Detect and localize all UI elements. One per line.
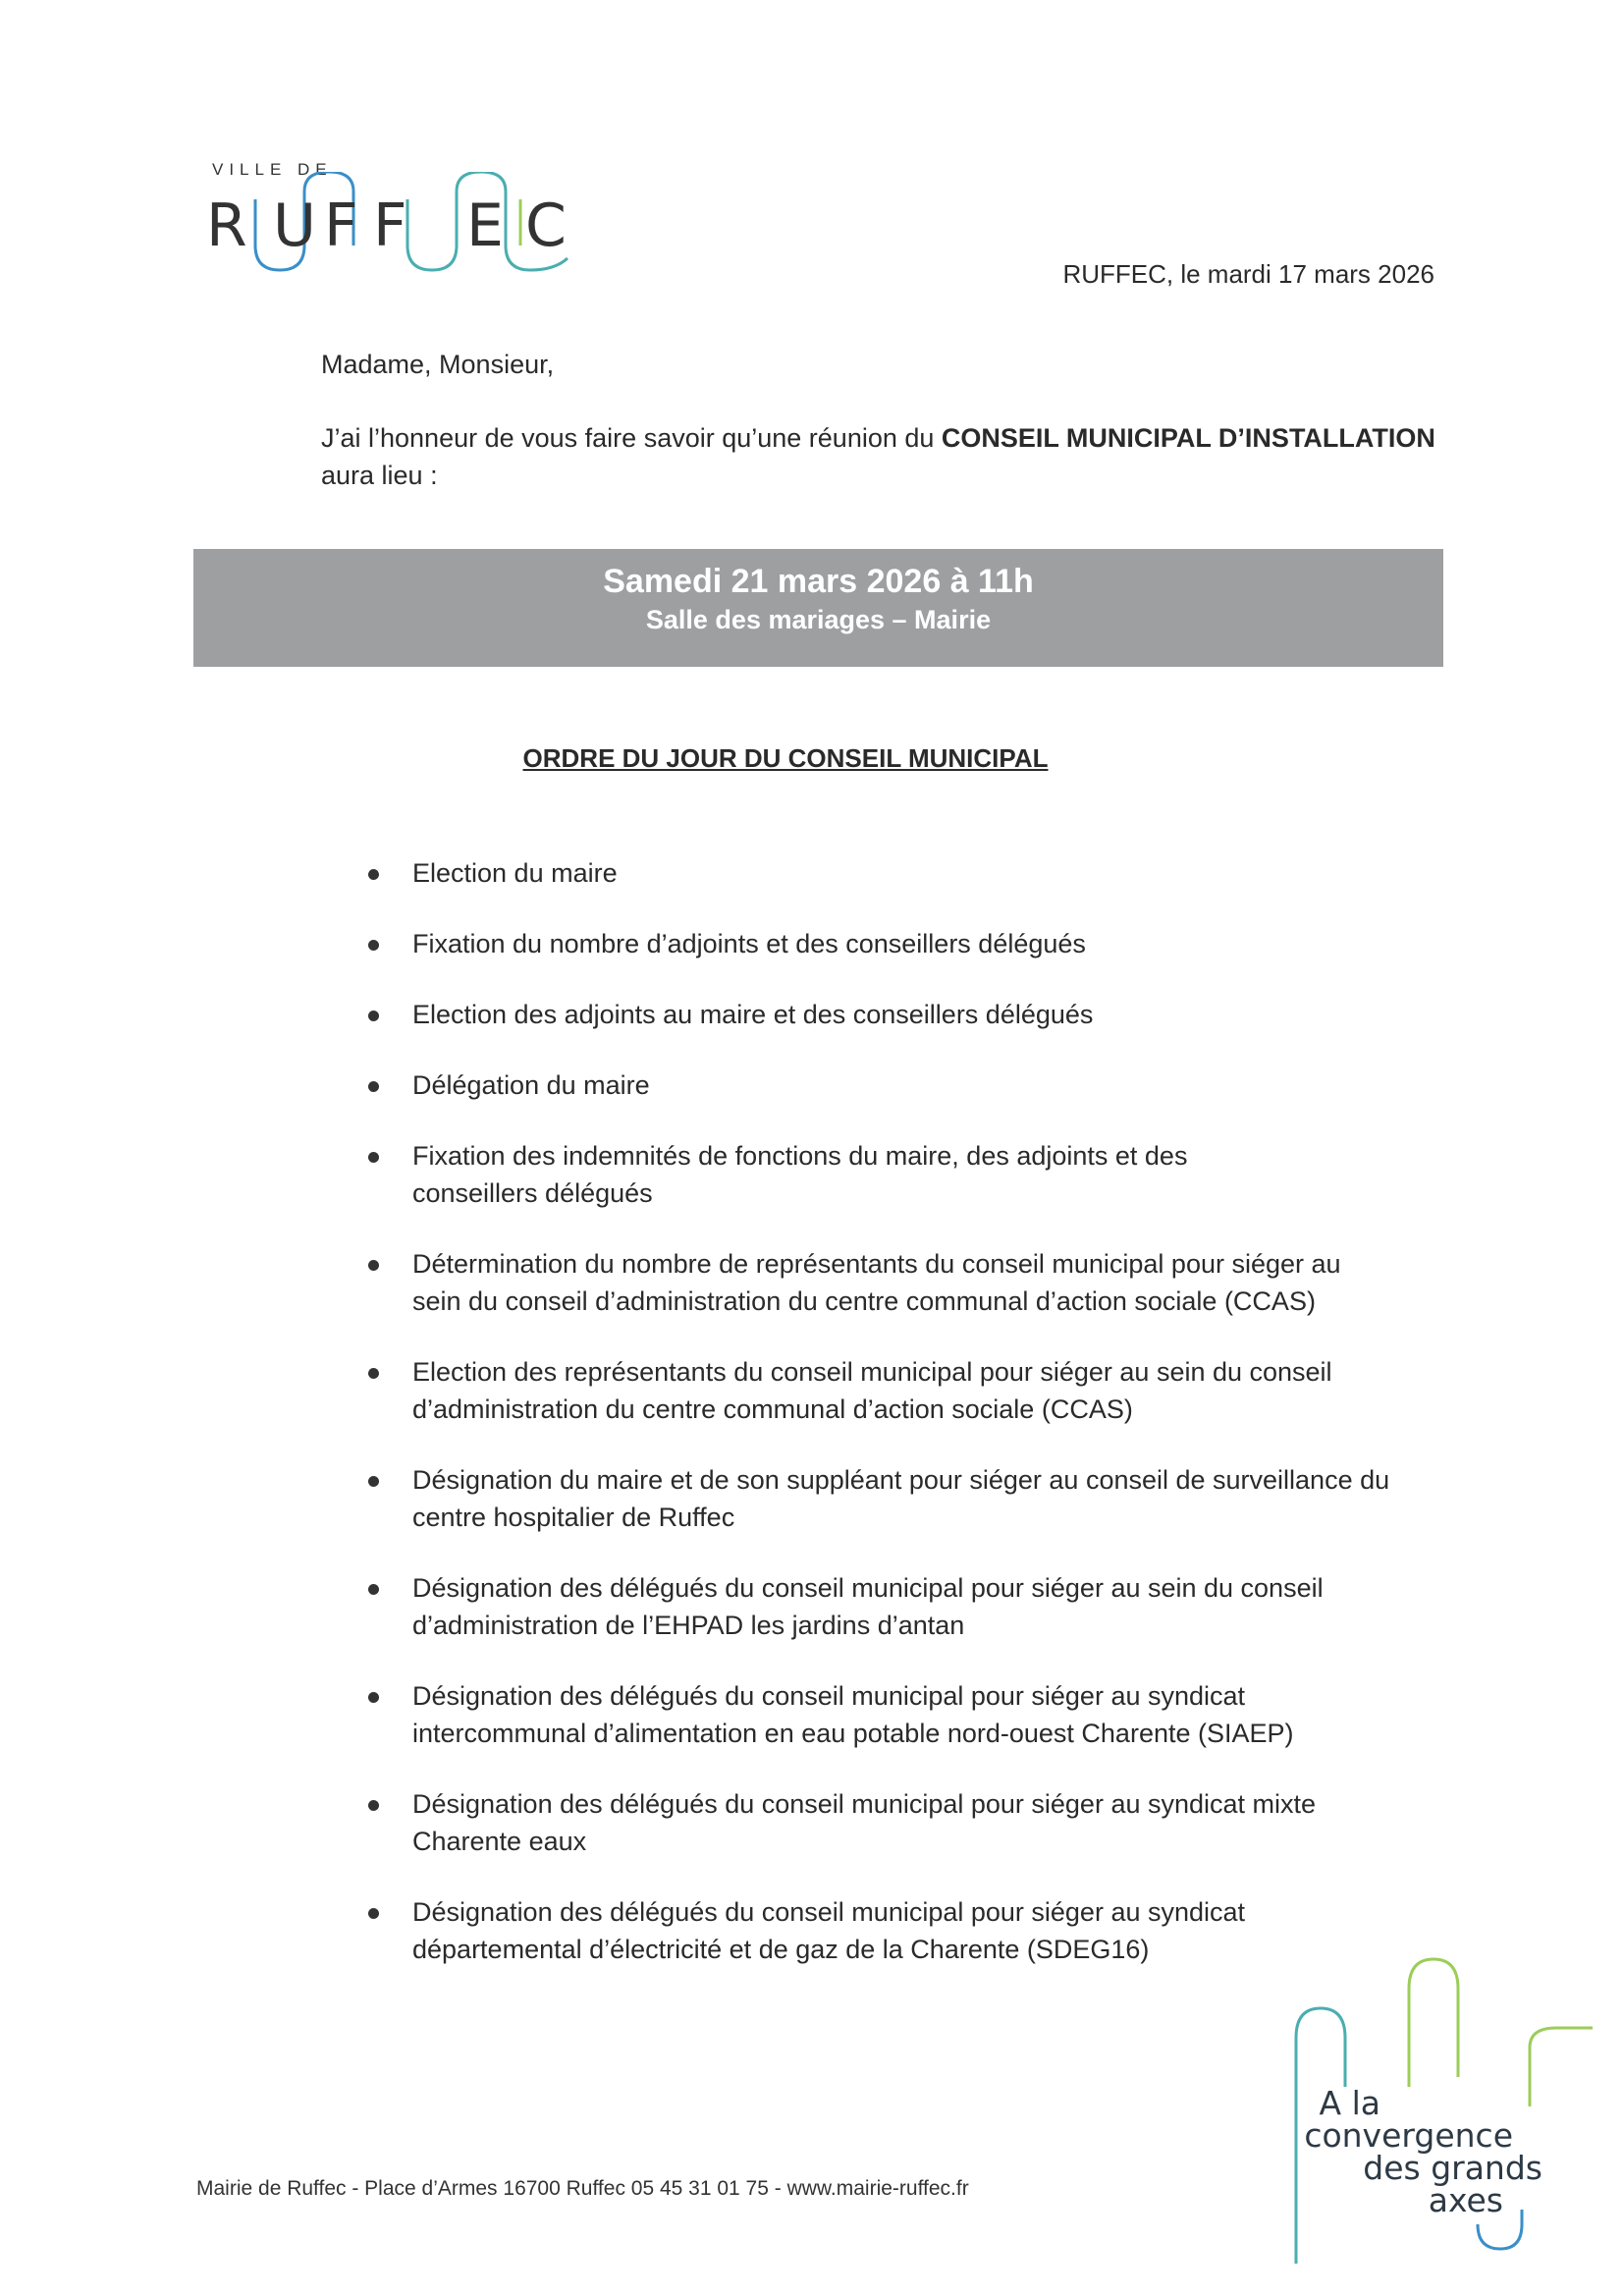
greeting: Madame, Monsieur, [321,350,555,379]
agenda-item-line: Election des adjoints au maire et des conseillers délégués [412,1000,1094,1029]
agenda-item [361,1785,1451,1860]
bullet-icon [368,1152,379,1163]
logo-letter-f1: F [324,191,358,260]
intro-bold: CONSEIL MUNICIPAL D’INSTALLATION [941,423,1435,453]
ruffec-logo [196,142,609,270]
agenda-item-line: d’administration de l’EHPAD les jardins d’antan [412,1611,965,1640]
bullet-icon [368,1692,379,1703]
agenda-item-line: Délégation du maire [412,1070,650,1100]
agenda-list [361,854,1451,1968]
logo-letter-r: R [206,191,247,260]
agenda-item-line: Désignation des délégués du conseil municipal pour siéger au syndicat [412,1681,1246,1711]
agenda-item [361,1353,1451,1428]
intro-text-before: J’ai l’honneur de vous faire savoir qu’une réunion du [321,423,942,453]
agenda-item [361,1245,1451,1320]
bullet-icon [368,1081,379,1092]
agenda-item [361,996,1451,1033]
agenda-item-line: Désignation des délégués du conseil municipal pour siéger au syndicat [412,1897,1246,1927]
meeting-location: Salle des mariages – Mairie [645,605,992,634]
logo-prefix: VILLE DE [212,160,333,179]
intro-paragraph [321,419,1440,494]
bullet-icon [368,869,379,880]
agenda-item [361,1137,1451,1212]
agenda-title: ORDRE DU JOUR DU CONSEIL MUNICIPAL [522,743,1049,773]
agenda-item-line: Désignation des délégués du conseil municipal pour siéger au sein du conseil [412,1573,1324,1603]
bullet-icon [368,1908,379,1919]
agenda-item [361,854,1451,892]
agenda-item-line: Election des représentants du conseil municipal pour siéger au sein du conseil [412,1357,1332,1387]
agenda-item-line: centre hospitalier de Ruffec [412,1503,735,1532]
bullet-icon [368,1368,379,1379]
agenda-item-line: sein du conseil d’administration du centre communal d’action sociale (CCAS) [412,1286,1316,1316]
logo-letter-e: E [466,191,504,260]
slogan-arc-green [1409,1959,1458,2087]
slogan [1304,2084,1542,2219]
date-line: RUFFEC, le mardi 17 mars 2026 [1062,259,1434,289]
slogan-line: convergence [1304,2116,1513,2155]
agenda-item [361,1569,1451,1644]
agenda-item-line: Fixation des indemnités de fonctions du maire, des adjoints et des [412,1141,1188,1171]
agenda-item-line: Election du maire [412,858,618,888]
slogan-line: A la [1319,2084,1380,2122]
meeting-banner [193,549,1443,667]
slogan-line: axes [1428,2181,1503,2219]
slogan-line: des grands [1363,2149,1542,2187]
agenda-item [361,1066,1451,1104]
logo-letter-u: U [273,191,316,260]
agenda-item-line: conseillers délégués [412,1178,653,1208]
bullet-icon [368,1584,379,1595]
agenda-item-line: Désignation du maire et de son suppléant pour siéger au conseil de surveillance du [412,1465,1390,1495]
footer-address: Mairie de Ruffec - Place d’Armes 16700 Ruffec 05 45 31 01 75 - www.mairie-ruffec.fr [196,2177,969,2200]
bullet-icon [368,1011,379,1021]
bullet-icon [368,1260,379,1271]
agenda-item [361,925,1451,962]
agenda-item-line: Désignation des délégués du conseil municipal pour siéger au syndicat mixte [412,1789,1317,1819]
agenda-item-line: départemental d’électricité et de gaz de la Charente (SDEG16) [412,1935,1150,1964]
intro-text-after: aura lieu : [321,461,438,490]
agenda-item [361,1461,1451,1536]
agenda-item-line: intercommunal d’alimentation en eau potable nord-ouest Charente (SIAEP) [412,1719,1294,1748]
agenda-item-line: Détermination du nombre de représentants du conseil municipal pour siéger au [412,1249,1341,1279]
bullet-icon [368,1800,379,1811]
logo-letter-c: C [525,191,567,260]
agenda-item [361,1677,1451,1752]
agenda-item-line: Charente eaux [412,1827,587,1856]
logo-wordmark [196,172,609,270]
meeting-datetime: Samedi 21 mars 2026 à 11h [603,563,1034,600]
agenda-item-line: Fixation du nombre d’adjoints et des conseillers délégués [412,929,1086,958]
bullet-icon [368,1476,379,1487]
agenda-item-line: d’administration du centre communal d’action sociale (CCAS) [412,1394,1133,1424]
logo-letter-f2: F [373,191,407,260]
bullet-icon [368,940,379,951]
